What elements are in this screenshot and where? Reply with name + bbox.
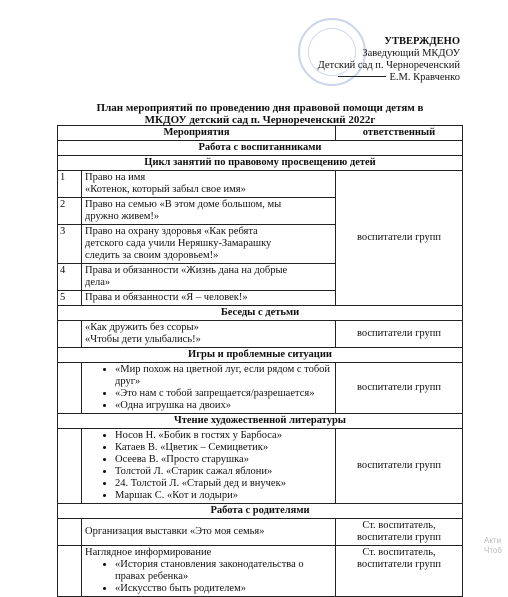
table-row <box>58 363 463 414</box>
activity-line: «Как дружить без ссоры» <box>85 322 199 333</box>
responsible-line: воспитатели групп <box>356 559 442 570</box>
activity-line: Права и обязанности «Жизнь дана на добрые <box>85 265 288 276</box>
approval-signer: Е.М. Кравченко <box>389 72 460 83</box>
list-item: • Носов Н. «Бобик в гостях у Барбоса» <box>115 430 332 442</box>
list-item: • «Одна игрушка на двоих» <box>115 400 332 412</box>
row-number <box>58 546 82 597</box>
table-row <box>58 171 463 198</box>
activity-line: Право на охрану здоровья «Как ребята <box>85 226 258 237</box>
responsible-line: Ст. воспитатель, <box>362 547 436 558</box>
section-row <box>58 156 463 171</box>
activity-line: «Котенок, который забыл свое имя» <box>85 184 246 195</box>
activity-line: дела» <box>85 277 111 288</box>
list-item: • «Мир похож на цветной луг, если рядом с тобой друг» <box>115 364 332 388</box>
responsible-cell: воспитатели групп <box>336 171 463 306</box>
row-number <box>58 363 82 414</box>
list-item: • Осеева В. «Просто старушка» <box>115 454 332 466</box>
table-header-row <box>58 126 463 141</box>
activity-cell <box>82 171 336 198</box>
activity-line: Право на имя <box>85 172 146 183</box>
row-number <box>58 321 82 348</box>
approval-organization: Детский сад п. Чернореченский <box>317 60 460 71</box>
list-item: • «Это нам с тобой запрещается/разрешается» <box>115 388 332 400</box>
section-games: Игры и проблемные ситуации <box>58 348 463 363</box>
header-responsible: ответственный <box>336 126 463 141</box>
section-row <box>58 306 463 321</box>
responsible-line: Ст. воспитатель, <box>362 520 436 531</box>
list-item: • Маршак С. «Кот и лодыри» <box>115 490 332 502</box>
row-number: 4 <box>58 264 82 291</box>
list-item: • «Искусство быть родителем» <box>115 583 332 595</box>
row-number <box>58 519 82 546</box>
activity-cell <box>82 546 336 597</box>
list-item: • Толстой Л. «Старик сажал яблони» <box>115 466 332 478</box>
activity-line: Наглядное информирование <box>85 547 212 558</box>
table-row <box>58 429 463 504</box>
section-row <box>58 414 463 429</box>
watermark-line: Чтоб <box>484 546 502 555</box>
header-activities: Мероприятия <box>58 126 336 141</box>
row-number: 1 <box>58 171 82 198</box>
activity-line: «Чтобы дети улыбались!» <box>85 334 201 345</box>
activity-cell <box>82 291 336 306</box>
approval-position: Заведующий МКДОУ <box>362 48 460 59</box>
activity-line: Право на семью «В этом доме большом, мы <box>85 199 282 210</box>
bullet-list <box>85 430 332 502</box>
table-row <box>58 519 463 546</box>
row-number: 3 <box>58 225 82 264</box>
activity-line: Права и обязанности «Я – человек!» <box>85 292 248 303</box>
activity-cell <box>82 519 336 546</box>
section-parents: Работа с родителями <box>58 504 463 519</box>
bullet-list <box>85 559 332 595</box>
section-row <box>58 141 463 156</box>
section-reading: Чтение художественной литературы <box>58 414 463 429</box>
table-row <box>58 321 463 348</box>
activity-cell <box>82 321 336 348</box>
section-talks: Беседы с детьми <box>58 306 463 321</box>
activity-cell <box>82 198 336 225</box>
responsible-cell: воспитатели групп <box>336 363 463 414</box>
activity-cell <box>82 225 336 264</box>
responsible-line: воспитатели групп <box>356 532 442 543</box>
section-row <box>58 504 463 519</box>
activity-cell <box>82 264 336 291</box>
row-number <box>58 429 82 504</box>
section-staff: Работа с воспитанниками <box>58 141 463 156</box>
approval-head: УТВЕРЖДЕНО <box>384 36 460 47</box>
activity-line: Организация выставки «Это моя семья» <box>85 526 265 537</box>
document-title <box>60 102 460 126</box>
section-cycle: Цикл занятий по правовому просвещению детей <box>58 156 463 171</box>
row-number: 5 <box>58 291 82 306</box>
activation-watermark <box>484 536 502 556</box>
list-item: • Катаев В. «Цветик – Семицветик» <box>115 442 332 454</box>
list-item: • 24. Толстой Л. «Старый дед и внучек» <box>115 478 332 490</box>
activity-cell <box>82 429 336 504</box>
watermark-line: Акти <box>484 536 502 545</box>
section-row <box>58 348 463 363</box>
responsible-cell <box>336 519 463 546</box>
activity-line: дружно живем!» <box>85 211 160 222</box>
title-line-1: План мероприятий по проведению дня правовой помощи детям в <box>96 102 424 114</box>
list-item: • «История становления законодательства о правах ребенка» <box>115 559 332 583</box>
signature-mark <box>338 76 386 77</box>
bullet-list <box>85 364 332 412</box>
approval-block <box>260 36 460 84</box>
title-line-2: МКДОУ детский сад п. Чернореченский 2022г <box>144 114 376 126</box>
responsible-cell: воспитатели групп <box>336 429 463 504</box>
row-number: 2 <box>58 198 82 225</box>
activity-line: детского сада учили Неряшку-Замарашку <box>85 238 272 249</box>
responsible-cell <box>336 546 463 597</box>
activity-line: следить за своим здоровьем!» <box>85 250 219 261</box>
plan-table <box>57 125 463 597</box>
table-row <box>58 546 463 597</box>
approval-signature-line <box>260 72 460 84</box>
responsible-cell: воспитатели групп <box>336 321 463 348</box>
activity-cell <box>82 363 336 414</box>
